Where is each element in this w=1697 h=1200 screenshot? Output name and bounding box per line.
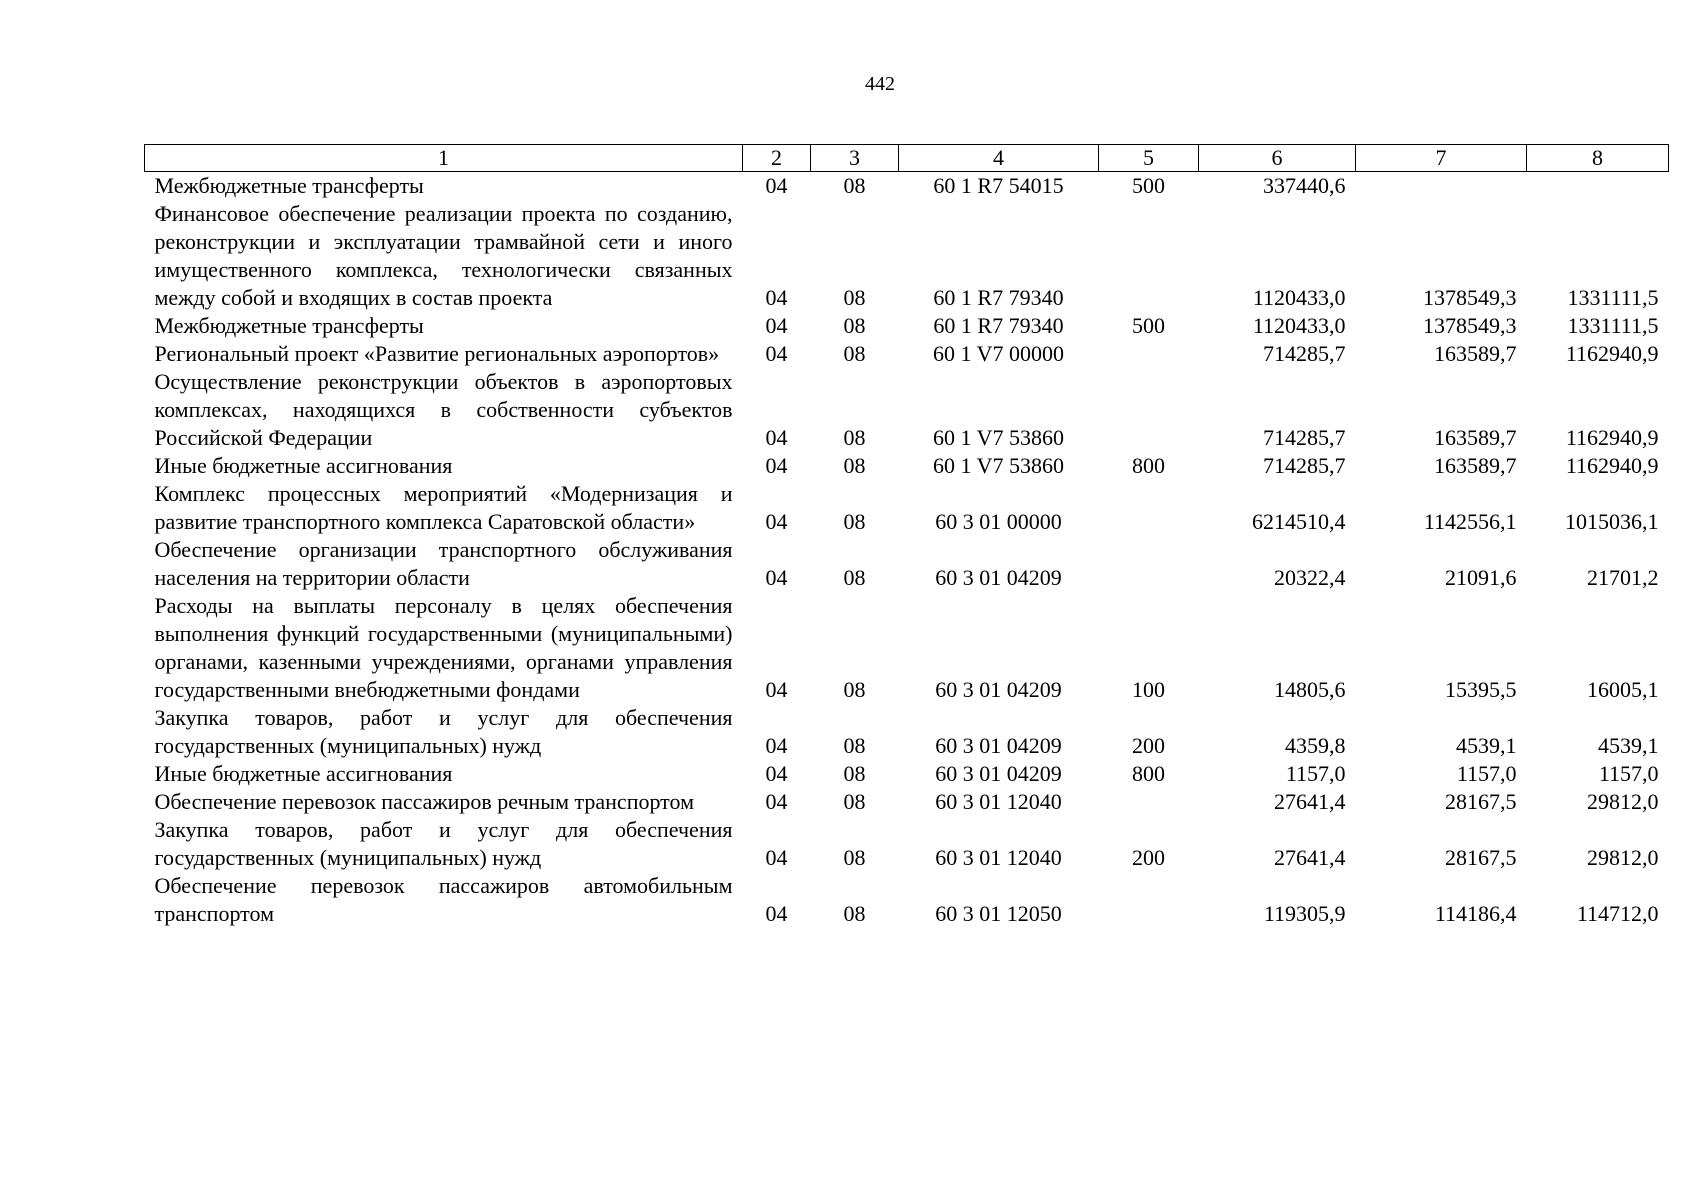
row-expense-type-cell	[1099, 536, 1199, 592]
row-amount-col7-cell: 163589,7	[1434, 425, 1517, 450]
row-amount-col8-cell: 1331111,5	[1567, 285, 1659, 310]
row-name-cell: Межбюджетные трансферты	[154, 173, 424, 198]
row-expense-type-cell	[1099, 368, 1199, 452]
row-amount-col6-cell: 6214510,4	[1252, 509, 1346, 534]
row-target-article-cell: 60 1 R7 79340	[933, 313, 1064, 338]
table-row	[145, 592, 1669, 704]
row-expense-type-cell	[1099, 480, 1199, 536]
table-row	[145, 536, 1669, 592]
row-amount-col6-cell: 1120433,0	[1252, 313, 1346, 338]
row-target-article-cell: 60 1 R7 79340	[933, 285, 1064, 310]
row-expense-type-cell: 200	[1132, 845, 1165, 870]
row-target-article-cell: 60 3 01 04209	[935, 677, 1062, 702]
row-subsection-cell: 08	[843, 313, 866, 338]
row-amount-col8-cell: 114712,0	[1576, 901, 1659, 926]
row-amount-col8-cell	[1527, 172, 1669, 201]
row-subsection-cell: 08	[843, 565, 866, 590]
row-amount-col7-cell: 21091,6	[1445, 565, 1517, 590]
row-amount-col8-cell: 29812,0	[1587, 789, 1659, 814]
table-row	[145, 872, 1669, 928]
row-subsection-cell: 08	[843, 425, 866, 450]
row-expense-type-cell: 500	[1132, 173, 1165, 198]
row-name-cell: Обеспечение организации транспортного обслуживания населения на территории области	[154, 537, 733, 590]
row-amount-col8-cell: 1162940,9	[1565, 341, 1659, 366]
row-subsection-cell: 08	[843, 761, 866, 786]
column-header: 5	[1099, 145, 1199, 172]
row-expense-type-cell: 100	[1132, 677, 1165, 702]
row-subsection-cell: 08	[843, 789, 866, 814]
row-subsection-cell: 08	[843, 845, 866, 870]
row-name-cell: Финансовое обеспечение реализации проекта по созданию, реконструкции и эксплуатации трамвайной сети и иного имущественного комплекса, технологически связанных между собой и входящих в состав проекта	[154, 201, 733, 310]
row-name-cell: Комплекс процессных мероприятий «Модернизация и развитие транспортного комплекса Саратовской области»	[154, 481, 733, 534]
row-section-cell: 04	[765, 173, 788, 198]
row-subsection-cell: 08	[843, 509, 866, 534]
row-target-article-cell: 60 3 01 04209	[935, 565, 1062, 590]
row-section-cell: 04	[765, 677, 788, 702]
page-number: 442	[865, 73, 895, 95]
table-row	[145, 368, 1669, 452]
row-amount-col8-cell: 1162940,9	[1565, 453, 1659, 478]
table-row	[145, 312, 1669, 340]
row-name-cell: Закупка товаров, работ и услуг для обеспечения государственных (муниципальных) нужд	[154, 817, 733, 870]
row-name-cell: Иные бюджетные ассигнования	[154, 453, 453, 478]
row-target-article-cell: 60 3 01 00000	[935, 509, 1062, 534]
table-row	[145, 816, 1669, 872]
row-amount-col6-cell: 119305,9	[1263, 901, 1346, 926]
row-amount-col6-cell: 1157,0	[1285, 761, 1346, 786]
column-header: 6	[1199, 145, 1356, 172]
row-name-cell: Обеспечение перевозок пассажиров речным транспортом	[154, 789, 695, 814]
table-row	[145, 172, 1669, 201]
row-amount-col6-cell: 27641,4	[1274, 789, 1346, 814]
column-header: 7	[1356, 145, 1527, 172]
row-expense-type-cell	[1099, 872, 1199, 928]
row-amount-col7-cell: 163589,7	[1434, 341, 1517, 366]
table-row	[145, 452, 1669, 480]
row-section-cell: 04	[765, 565, 788, 590]
row-name-cell: Региональный проект «Развитие региональных аэропортов»	[154, 341, 720, 366]
row-amount-col6-cell: 714285,7	[1263, 425, 1346, 450]
row-expense-type-cell: 800	[1132, 761, 1165, 786]
row-amount-col8-cell: 16005,1	[1587, 677, 1659, 702]
row-amount-col6-cell: 20322,4	[1274, 565, 1346, 590]
budget-table	[144, 144, 1669, 928]
row-subsection-cell: 08	[843, 453, 866, 478]
row-amount-col8-cell: 1015036,1	[1565, 509, 1659, 534]
row-section-cell: 04	[765, 789, 788, 814]
row-target-article-cell: 60 3 01 12040	[935, 845, 1062, 870]
row-section-cell: 04	[765, 733, 788, 758]
row-amount-col8-cell: 1162940,9	[1565, 425, 1659, 450]
header-row	[145, 145, 1669, 172]
row-amount-col6-cell: 14805,6	[1274, 677, 1346, 702]
row-name-cell: Закупка товаров, работ и услуг для обеспечения государственных (муниципальных) нужд	[154, 705, 733, 758]
row-subsection-cell: 08	[843, 341, 866, 366]
table-row	[145, 704, 1669, 760]
row-name-cell: Межбюджетные трансферты	[154, 313, 424, 338]
row-amount-col7-cell: 15395,5	[1445, 677, 1517, 702]
row-amount-col7-cell: 1142556,1	[1423, 509, 1517, 534]
row-target-article-cell: 60 3 01 12040	[935, 789, 1062, 814]
table-row	[145, 480, 1669, 536]
row-subsection-cell: 08	[843, 285, 866, 310]
row-amount-col6-cell: 1120433,0	[1252, 285, 1346, 310]
row-target-article-cell: 60 1 V7 53860	[933, 425, 1064, 450]
table-row	[145, 340, 1669, 368]
row-section-cell: 04	[765, 761, 788, 786]
table-row	[145, 788, 1669, 816]
row-expense-type-cell	[1099, 788, 1199, 816]
row-amount-col6-cell: 337440,6	[1263, 173, 1346, 198]
row-name-cell: Расходы на выплаты персоналу в целях обеспечения выполнения функций государственными (муниципальными) органами, казенными учреждениями, органами управления государственными внебюджетными фондами	[154, 593, 733, 702]
column-header: 2	[743, 145, 811, 172]
table-row	[145, 760, 1669, 788]
row-amount-col7-cell	[1356, 172, 1527, 201]
row-expense-type-cell: 800	[1132, 453, 1165, 478]
row-expense-type-cell: 200	[1132, 733, 1165, 758]
row-subsection-cell: 08	[843, 173, 866, 198]
table-row	[145, 200, 1669, 312]
row-amount-col7-cell: 4539,1	[1456, 733, 1517, 758]
row-section-cell: 04	[765, 901, 788, 926]
row-amount-col7-cell: 1378549,3	[1423, 285, 1517, 310]
row-name-cell: Осуществление реконструкции объектов в аэропортовых комплексах, находящихся в собственности субъектов Российской Федерации	[154, 369, 733, 450]
row-amount-col7-cell: 28167,5	[1445, 845, 1517, 870]
row-amount-col8-cell: 21701,2	[1587, 565, 1659, 590]
row-amount-col6-cell: 714285,7	[1263, 341, 1346, 366]
column-header: 8	[1527, 145, 1669, 172]
row-expense-type-cell	[1099, 200, 1199, 312]
row-amount-col7-cell: 163589,7	[1434, 453, 1517, 478]
row-target-article-cell: 60 3 01 04209	[935, 733, 1062, 758]
row-section-cell: 04	[765, 425, 788, 450]
table-body	[145, 172, 1669, 929]
row-target-article-cell: 60 3 01 04209	[935, 761, 1062, 786]
row-section-cell: 04	[765, 453, 788, 478]
row-expense-type-cell: 500	[1132, 313, 1165, 338]
row-amount-col6-cell: 27641,4	[1274, 845, 1346, 870]
table-header	[145, 145, 1669, 172]
row-amount-col6-cell: 4359,8	[1285, 733, 1346, 758]
row-subsection-cell: 08	[843, 901, 866, 926]
row-name-cell: Иные бюджетные ассигнования	[154, 761, 453, 786]
row-target-article-cell: 60 3 01 12050	[935, 901, 1062, 926]
row-subsection-cell: 08	[843, 677, 866, 702]
row-target-article-cell: 60 1 V7 53860	[933, 453, 1064, 478]
row-amount-col7-cell: 28167,5	[1445, 789, 1517, 814]
column-header: 3	[811, 145, 899, 172]
column-header: 1	[145, 145, 743, 172]
row-amount-col8-cell: 1157,0	[1598, 761, 1659, 786]
row-amount-col8-cell: 29812,0	[1587, 845, 1659, 870]
row-amount-col6-cell: 714285,7	[1263, 453, 1346, 478]
row-amount-col8-cell: 4539,1	[1598, 733, 1659, 758]
row-target-article-cell: 60 1 R7 54015	[933, 173, 1064, 198]
column-header: 4	[899, 145, 1099, 172]
row-target-article-cell: 60 1 V7 00000	[933, 341, 1064, 366]
row-amount-col8-cell: 1331111,5	[1567, 313, 1659, 338]
row-section-cell: 04	[765, 313, 788, 338]
row-amount-col7-cell: 114186,4	[1434, 901, 1517, 926]
row-name-cell: Обеспечение перевозок пассажиров автомобильным транспортом	[154, 873, 733, 926]
row-section-cell: 04	[765, 341, 788, 366]
row-amount-col7-cell: 1157,0	[1456, 761, 1517, 786]
row-section-cell: 04	[765, 509, 788, 534]
row-amount-col7-cell: 1378549,3	[1423, 313, 1517, 338]
row-expense-type-cell	[1099, 340, 1199, 368]
row-section-cell: 04	[765, 285, 788, 310]
row-subsection-cell: 08	[843, 733, 866, 758]
row-section-cell: 04	[765, 845, 788, 870]
